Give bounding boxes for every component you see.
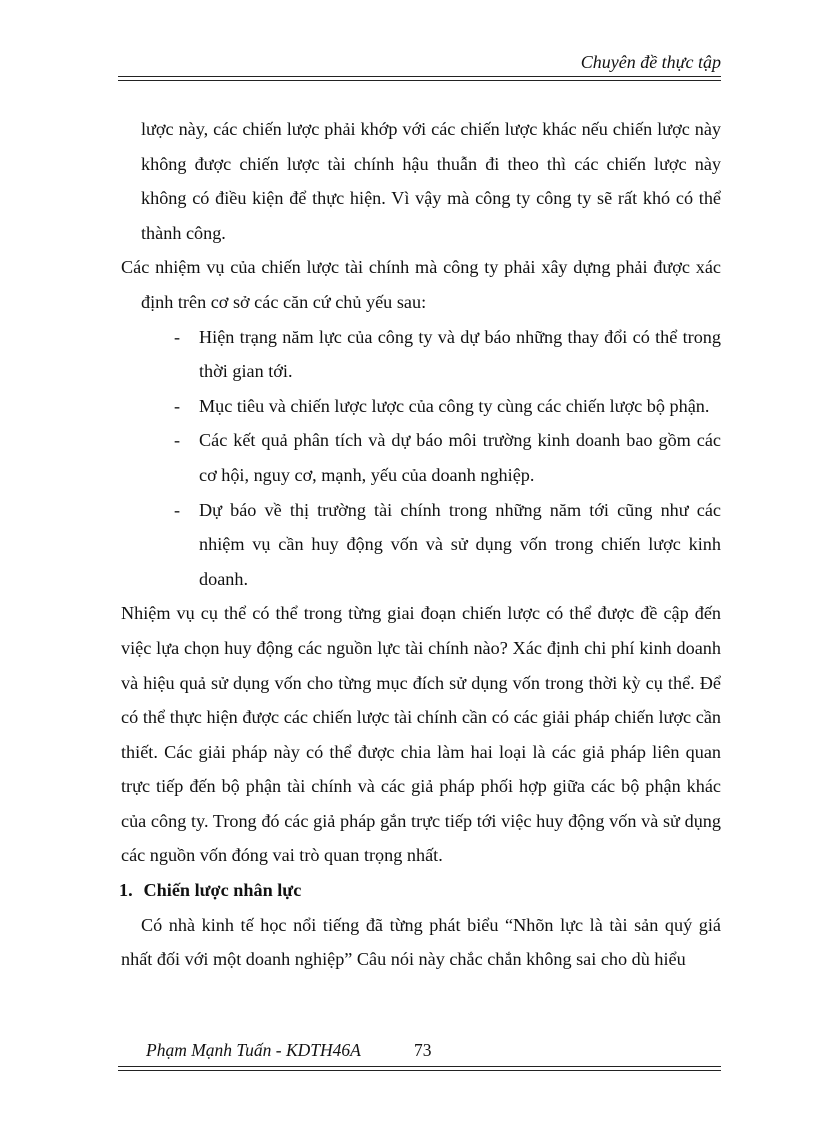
footer-author: Phạm Mạnh Tuấn - KDTH46A bbox=[146, 1040, 361, 1060]
body-text bbox=[119, 112, 721, 977]
list-item: - Các kết quả phân tích và dự báo môi trường kinh doanh bao gồm các cơ hội, nguy cơ, mạnh, yếu của doanh nghiệp. bbox=[141, 423, 721, 492]
list-item: - Hiện trạng năm lực của công ty và dự báo những thay đổi có thể trong thời gian tới. bbox=[141, 320, 721, 389]
section-heading bbox=[119, 873, 721, 908]
header-rule-top bbox=[118, 76, 721, 77]
paragraph-2: Các nhiệm vụ của chiến lược tài chính mà công ty phải xây dựng phải được xác định trên cơ sở các căn cứ chủ yếu sau: bbox=[121, 257, 721, 312]
bullet-dash: - bbox=[174, 499, 181, 520]
paragraph-1: lược này, các chiến lược phải khớp với các chiến lược khác nếu chiến lược này không được chiến lược tài chính hậu thuẫn đi theo thì các chiến lược này không có điều kiện để thực hiện. Vì vậy mà công ty công ty sẽ rất khó có thể thành công. bbox=[141, 119, 721, 243]
bullet-dash: - bbox=[174, 326, 181, 347]
bullet-dash: - bbox=[174, 395, 181, 416]
header-rule-bottom bbox=[118, 80, 721, 81]
footer-rule-top bbox=[118, 1066, 721, 1067]
section-heading-number: 1. bbox=[119, 880, 133, 901]
footer-rule-bottom bbox=[118, 1070, 721, 1071]
bullet-list bbox=[141, 320, 721, 597]
list-item: - Mục tiêu và chiến lược lược của công ty cùng các chiến lược bộ phận. bbox=[141, 389, 721, 424]
paragraph-3: Nhiệm vụ cụ thể có thể trong từng giai đoạn chiến lược có thể được đề cập đến việc lựa chọn huy động các nguồn lực tài chính nào? Xác định chi phí kinh doanh và hiệu quả sử dụng vốn cho từng mục đích sử dụng vốn trong thời kỳ cụ thể. Để có thể thực hiện được các chiến lược tài chính cần có các giải pháp chiến lược cần thiết. Các giải pháp này có thể được chia làm hai loại là các giả pháp liên quan trực tiếp đến bộ phận tài chính và các giả pháp phối hợp giữa các bộ phận khác của công ty. Trong đó các giả pháp gắn trực tiếp tới việc huy động vốn và sử dụng các nguồn vốn đóng vai trò quan trọng nhất. bbox=[121, 603, 721, 866]
paragraph-4: Có nhà kinh tế học nổi tiếng đã từng phát biểu “Nhõn lực là tài sản quý giá nhất đối với một doanh nghiệp” Câu nói này chắc chắn không sai cho dù hiểu bbox=[121, 914, 721, 970]
page-header-title: Chuyên đề thực tập bbox=[580, 52, 721, 72]
section-heading-text: Chiến lược nhân lực bbox=[143, 880, 302, 901]
list-item: - Dự báo về thị trường tài chính trong những năm tới cũng như các nhiệm vụ cần huy động vốn và sử dụng vốn trong chiến lược kinh doanh. bbox=[141, 493, 721, 597]
page-number: 73 bbox=[414, 1040, 432, 1060]
bullet-dash: - bbox=[174, 430, 181, 451]
